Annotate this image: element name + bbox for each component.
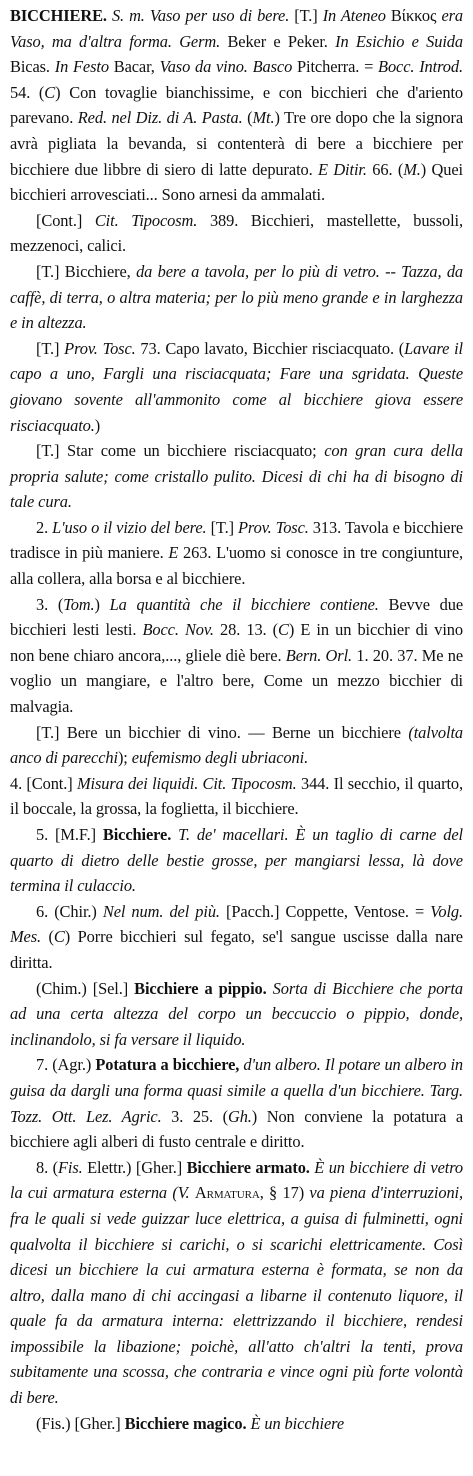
headword-run: Bicchiere magico. (124, 1413, 251, 1433)
text-run: 66. ( (372, 159, 404, 179)
text-run: ) Con tovaglie bianchissime, e con bicchieri che d'ariento parevano. (10, 82, 463, 128)
italic-text-run: Bocc. Introd. (378, 57, 463, 77)
text-run: Elettr.) [Gher.] (82, 1157, 187, 1177)
italic-text-run: Nel num. del più. (102, 901, 227, 921)
text-run: Beker e Peker. (220, 31, 336, 51)
text-run: ( (247, 108, 253, 128)
headword-run: Potatura a bicchiere, (95, 1055, 244, 1075)
sense-3-paragraph (10, 592, 463, 720)
italic-text-run: Bocc. Nov. (142, 620, 221, 640)
italic-text-run: C (44, 82, 56, 102)
italic-text-run: era Vaso, ma d'altra forma. Germ. (10, 6, 464, 51)
text-run: [T.] (36, 338, 65, 358)
text-run: 313. Tavola e bicchiere tradisce in più maniere. (10, 517, 463, 563)
text-run: ) E in un bicchier di vino non bene chiaro ancora,..., gliele diè bere. (10, 620, 463, 665)
chemistry-paragraph (10, 976, 463, 1053)
physics-paragraph (10, 1411, 463, 1437)
italic-text-run: con gran cura della propria salute; come cristallo pulito. Dicesi di chi ha di bisogno di tale cura. (10, 441, 464, 512)
italic-text-run: Fis. (57, 1157, 83, 1177)
text-run: Bevve due bicchieri lesti lesti. (10, 594, 463, 640)
text-run: ( (48, 927, 54, 947)
headword-run: BICCHIERE. (10, 6, 107, 25)
text-run: 3. 25. ( (171, 1106, 228, 1126)
sense-2-paragraph (10, 515, 463, 592)
italic-text-run: Volg. Mes. (10, 901, 463, 947)
text-run: [T.] Bere un bicchier di vino. — Berne un bicchiere (36, 722, 409, 742)
text-run: Pitcherra. = (297, 57, 379, 77)
italic-text-run: Tom. (63, 594, 95, 614)
text-run: [Pacch.] Coppette, Ventose. = (226, 901, 431, 921)
text-run: Bacar, (108, 57, 160, 77)
sense-paragraph (10, 259, 463, 336)
italic-text-run: L'uso o il vizio del bere. (52, 517, 211, 537)
italic-text-run: Gh. (227, 1106, 252, 1126)
sense-7-paragraph (10, 1052, 463, 1154)
text-run: 3. ( (36, 594, 64, 614)
italic-text-run: La quantità che il bicchiere contiene. (109, 594, 379, 614)
sense-8-paragraph (10, 1155, 463, 1411)
text-run: 8. ( (36, 1157, 58, 1177)
text-run: 54. ( (10, 82, 45, 102)
italic-text-run: (talvolta anco di parecchi (10, 722, 463, 768)
text-run: 5. [M.F.] (36, 825, 103, 844)
text-run: [T.] Bicchiere, (36, 261, 137, 281)
italic-text-run: va piena d'interruzioni, fra le quali si vede guizzar luce elettrica, a guisa di fulminetti, ogni qualvolta il bicchiere si carichi, o si scarichi elettricamente. Così dicesi un bicchiere la cui armatura esterna è formata, se non da altro, dalla mano di chi accingasi a libarne il contenuto liquore, il quale fa da armatura interna: elettrizzando il bicchiere, rendesi impossibile la libazione; poichè, all'atto ch'altri la tenti, prova subitamente una scossa, che contraria e vince ogni più forte volontà di bere. (10, 1183, 463, 1408)
entry-definition-paragraph (10, 3, 463, 208)
italic-text-run: In Ateneo (322, 6, 391, 25)
sense-5-paragraph (10, 822, 463, 899)
text-run: 7. (Agr.) (36, 1055, 96, 1075)
italic-text-run: Cit. Tipocosm. (94, 210, 210, 230)
italic-text-run: Vaso da vino. Basco (159, 57, 297, 77)
text-run: 263. L'uomo si conosce in tre congiunture, alla collera, alla borsa e al bicchiere. (10, 543, 463, 589)
citation-paragraph (10, 208, 463, 259)
headword-run: Bicchiere. (102, 825, 179, 844)
text-run: ) Quei bicchieri arrovesciati... Sono arnesi da ammalati. (10, 159, 464, 205)
text-run: [T.] Star come un bicchiere risciacquato; (36, 441, 325, 461)
proverb-paragraph (10, 336, 463, 438)
text-run: 4. [Cont.] (10, 773, 77, 793)
sense-6-paragraph (10, 899, 463, 976)
text-run: , § 17) (259, 1183, 310, 1203)
text-run: ) Tre ore dopo che la signora avrà pigliata la bevanda, si contenterà di bere a bicchiere per bicchiere due libbre di siero di latte depurato. (10, 108, 463, 179)
text-run: (Fis.) [Gher.] (36, 1413, 125, 1433)
italic-text-run: In Esichio e Suida (335, 31, 464, 51)
idiom-paragraph (10, 720, 463, 771)
italic-text-run: In Festo (54, 57, 109, 77)
italic-text-run: T. de' macellari. È un taglio di carne del quarto di dietro delle bestie grosse, per mangiarsi lessa, là dove termina il culaccio. (10, 825, 463, 896)
text-run: [T.] (210, 517, 239, 537)
italic-text-run: Prov. Tosc. (64, 338, 141, 358)
italic-text-run: Lavare il capo a uno, Fargli una risciacquata; Fare una sgridata. Queste giovano sovente all'ammonito come al bicchiere giova essere risciacquato. (10, 338, 463, 435)
text-run: ) (94, 594, 110, 614)
text-run: [T.] (294, 6, 323, 25)
headword-run: Bicchiere a pippio. (134, 978, 273, 998)
italic-text-run: Bern. Orl. (285, 645, 357, 665)
italic-text-run: E (168, 543, 184, 563)
idiom-paragraph (10, 438, 463, 515)
italic-text-run: Mt. (252, 108, 275, 128)
italic-text-run: da bere a tavola, per lo più di vetro. -- Tazza, da caffè, di terra, o altra materia; per lo più meno grande e in larghezza e in altezza. (10, 261, 464, 333)
italic-text-run: E Ditir. (318, 159, 373, 179)
text-run: [Cont.] (36, 210, 95, 230)
italic-text-run: C (53, 927, 65, 947)
italic-text-run: È un bicchiere (250, 1413, 345, 1433)
italic-text-run: È un bicchiere di vetro la cui armatura esterna (V. (10, 1157, 464, 1203)
text-run: (Chim.) [Sel.] (36, 978, 135, 998)
italic-text-run: S. m. Vaso per uso di bere. (106, 6, 295, 25)
italic-text-run: Prov. Tosc. (238, 517, 313, 537)
text-run: ); (117, 748, 132, 768)
headword-run: Bicchiere armato. (186, 1157, 315, 1177)
text-run: 6. (Chir.) (36, 901, 103, 921)
italic-text-run: Misura dei liquidi. Cit. Tipocosm. (76, 773, 301, 793)
text-run: ) Porre bicchieri sul fegato, se'l sangue uscisse dalla nare diritta. (10, 927, 463, 972)
text-run: 344. Il secchio, il quarto, il boccale, la grossa, la foglietta, il bicchiere. (10, 773, 464, 819)
text-run: 389. Bicchieri, mastellette, bussoli, mezzenoci, calici. (10, 210, 463, 256)
italic-text-run: Red. nel Diz. di A. Pasta. (77, 108, 248, 128)
text-run: ) (94, 415, 101, 435)
italic-text-run: M. (403, 159, 421, 179)
text-run: 28. 13. ( (220, 620, 279, 640)
sense-4-paragraph (10, 771, 463, 822)
text-run: 73. Capo lavato, Bicchier risciacquato. ( (140, 338, 405, 358)
italic-text-run: Sorta di Bicchiere che porta ad una certa altezza del corpo un beccuccio o pippio, donde, inclinandolo, si fa versare il liquido. (10, 978, 463, 1049)
italic-text-run: d'un albero. Il potare un albero in guisa da dargli una forma quasi simile a quella d'un bicchiere. Targ. Tozz. Ott. Lez. Agric. (10, 1055, 463, 1126)
text-run: ) Non conviene la potatura a bicchiere agli alberi di fusto centrale e diritto. (10, 1106, 463, 1152)
text-run: Βίκκος (390, 6, 437, 25)
text-run: 2. (36, 517, 53, 537)
text-run: 1. 20. 37. Me ne voglio un mangiare, e l'altro bere, Come un mezzo bicchier di malvagia. (10, 645, 463, 717)
small-caps-run: Armatura (194, 1183, 260, 1203)
text-run: Bicas. (10, 57, 55, 77)
italic-text-run: C (278, 620, 289, 640)
italic-text-run: eufemismo degli ubriaconi. (131, 748, 309, 768)
